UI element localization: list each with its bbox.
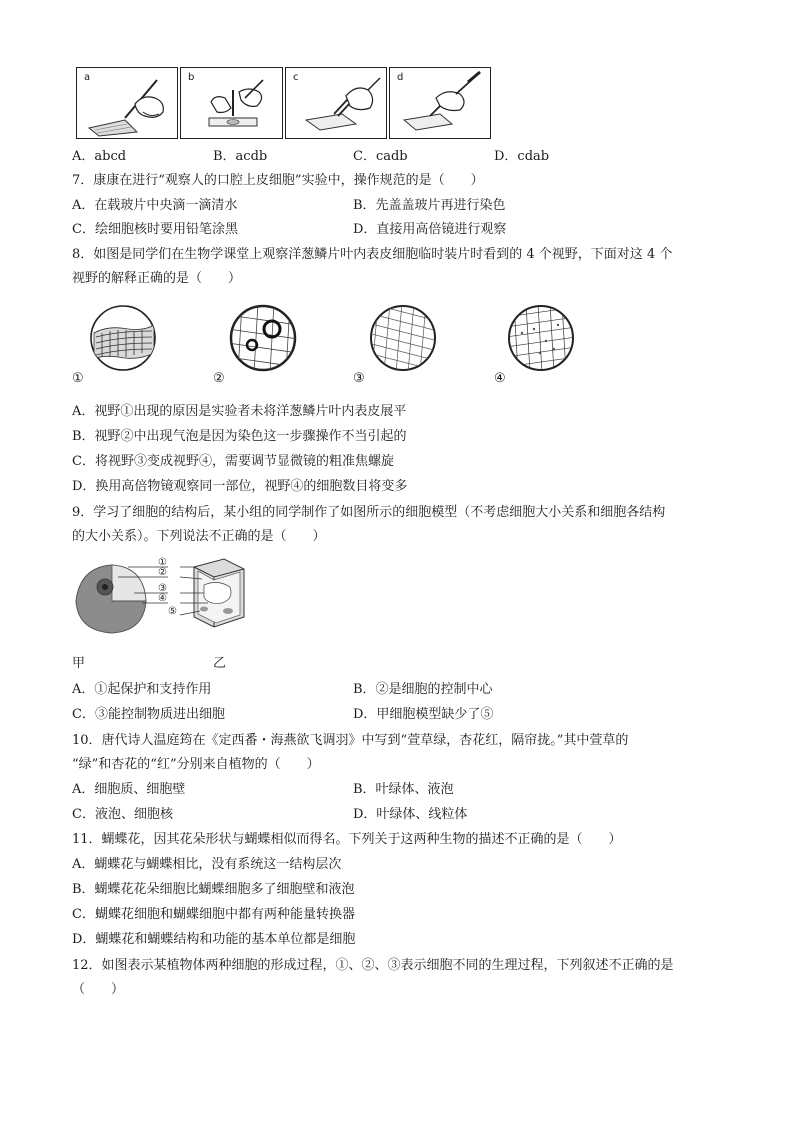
q8-field-4-image xyxy=(506,303,576,373)
q8-field-1-image xyxy=(88,303,158,373)
q9-part-label-2: ② xyxy=(158,567,167,578)
q9-part-label-5: ⑤ xyxy=(168,606,177,617)
hand-dropping-water-on-slide-illustration xyxy=(181,68,282,138)
q9-figure-label-right: 乙 xyxy=(213,656,227,671)
q9-option-c[interactable]: C．③能控制物质进出细胞 xyxy=(72,707,225,722)
panel-label: c xyxy=(293,72,299,83)
q10-option-c[interactable]: C．液泡、细胞核 xyxy=(72,807,173,822)
q8-stem-line1: 8．如图是同学们在生物学课堂上观察洋葱鳞片叶内表皮细胞临时装片时看到的 4 个视野，下面对这 4 个 xyxy=(72,247,673,262)
q7-stem: 7．康康在进行“观察人的口腔上皮细胞”实验中，操作规范的是（ ） xyxy=(72,173,484,188)
q8-field-2-image xyxy=(228,303,298,373)
q11-option-c[interactable]: C．蝴蝶花细胞和蝴蝶细胞中都有两种能量转换器 xyxy=(72,907,355,922)
q8-field-label-3: ③ xyxy=(353,371,365,386)
q9-stem-line2: 的大小关系）。下列说法不正确的是（ ） xyxy=(72,529,326,544)
q7-option-a[interactable]: A．在载玻片中央滴一滴清水 xyxy=(72,198,238,213)
q8-stem-line2: 视野的解释正确的是（ ） xyxy=(72,271,242,286)
q10-option-d[interactable]: D．叶绿体、线粒体 xyxy=(353,807,468,822)
q8-option-d[interactable]: D．换用高倍物镜观察同一部位，视野④的细胞数目将变多 xyxy=(72,479,408,494)
q8-option-a[interactable]: A．视野①出现的原因是实验者未将洋葱鳞片叶内表皮展平 xyxy=(72,404,407,419)
q10-option-b[interactable]: B．叶绿体、液泡 xyxy=(353,782,454,797)
q12-stem-line2: （ ） xyxy=(72,982,125,997)
q7-option-b[interactable]: B．先盖盖玻片再进行染色 xyxy=(353,198,506,213)
q9-figure-label-left: 甲 xyxy=(72,656,86,671)
hand-lowering-coverslip-illustration xyxy=(390,68,490,138)
q7-option-d[interactable]: D．直接用高倍镜进行观察 xyxy=(353,222,507,237)
q11-option-b[interactable]: B．蝴蝶花花朵细胞比蝴蝶细胞多了细胞壁和液泡 xyxy=(72,882,355,897)
hand-tearing-onion-epidermis-illustration xyxy=(77,68,177,138)
q8-option-c[interactable]: C．将视野③变成视野④，需要调节显微镜的粗准焦螺旋 xyxy=(72,454,394,469)
q12-stem-line1: 12．如图表示某植物体两种细胞的形成过程，①、②、③表示细胞不同的生理过程，下列叙述不正确的是 xyxy=(72,958,674,973)
q6-panel-d xyxy=(389,67,491,139)
q8-field-label-2: ② xyxy=(213,371,225,386)
q6-panel-c xyxy=(285,67,387,139)
q8-field-label-1: ① xyxy=(72,371,84,386)
q9-option-d[interactable]: D．甲细胞模型缺少了⑤ xyxy=(353,707,494,722)
q8-field-3-image xyxy=(368,303,438,373)
panel-label: a xyxy=(84,72,91,83)
q11-option-a[interactable]: A．蝴蝶花与蝴蝶相比，没有系统这一结构层次 xyxy=(72,857,342,872)
q9-cell-model-figure xyxy=(72,557,252,637)
q6-panel-b xyxy=(180,67,283,139)
q10-option-a[interactable]: A．细胞质、细胞壁 xyxy=(72,782,186,797)
q9-option-b[interactable]: B．②是细胞的控制中心 xyxy=(353,682,493,697)
q10-stem-line2: “绿”和杏花的“红”分别来自植物的（ ） xyxy=(72,757,320,772)
q8-field-label-4: ④ xyxy=(494,371,506,386)
q10-stem-line1: 10．唐代诗人温庭筠在《定西番・海燕欲飞调羽》中写到“萱草绿，杏花红，隔帘拢。”其中萱草的 xyxy=(72,733,629,748)
q6-option-b[interactable]: B．acdb xyxy=(213,149,268,164)
hand-placing-specimen-illustration xyxy=(286,68,386,138)
q6-option-d[interactable]: D．cdab xyxy=(494,149,550,164)
q11-option-d[interactable]: D．蝴蝶花和蝴蝶结构和功能的基本单位都是细胞 xyxy=(72,932,356,947)
q9-option-a[interactable]: A．①起保护和支持作用 xyxy=(72,682,212,697)
q6-panel-a xyxy=(76,67,178,139)
q9-part-label-4: ④ xyxy=(158,593,167,604)
panel-label: b xyxy=(188,72,195,83)
q6-option-a[interactable]: A．abcd xyxy=(72,149,127,164)
q7-option-c[interactable]: C．绘细胞核时要用铅笔涂黑 xyxy=(72,222,238,237)
q9-part-label-3: ③ xyxy=(158,583,167,594)
q6-option-c[interactable]: C．cadb xyxy=(353,149,408,164)
q9-stem-line1: 9．学习了细胞的结构后，某小组的同学制作了如图所示的细胞模型（不考虑细胞大小关系和细胞各结构 xyxy=(72,505,666,520)
q11-stem: 11．蝴蝶花，因其花朵形状与蝴蝶相似而得名。下列关于这两种生物的描述不正确的是（ ） xyxy=(72,832,622,847)
q8-option-b[interactable]: B．视野②中出现气泡是因为染色这一步骤操作不当引起的 xyxy=(72,429,407,444)
panel-label: d xyxy=(397,72,404,83)
q9-part-label-1: ① xyxy=(158,557,167,568)
